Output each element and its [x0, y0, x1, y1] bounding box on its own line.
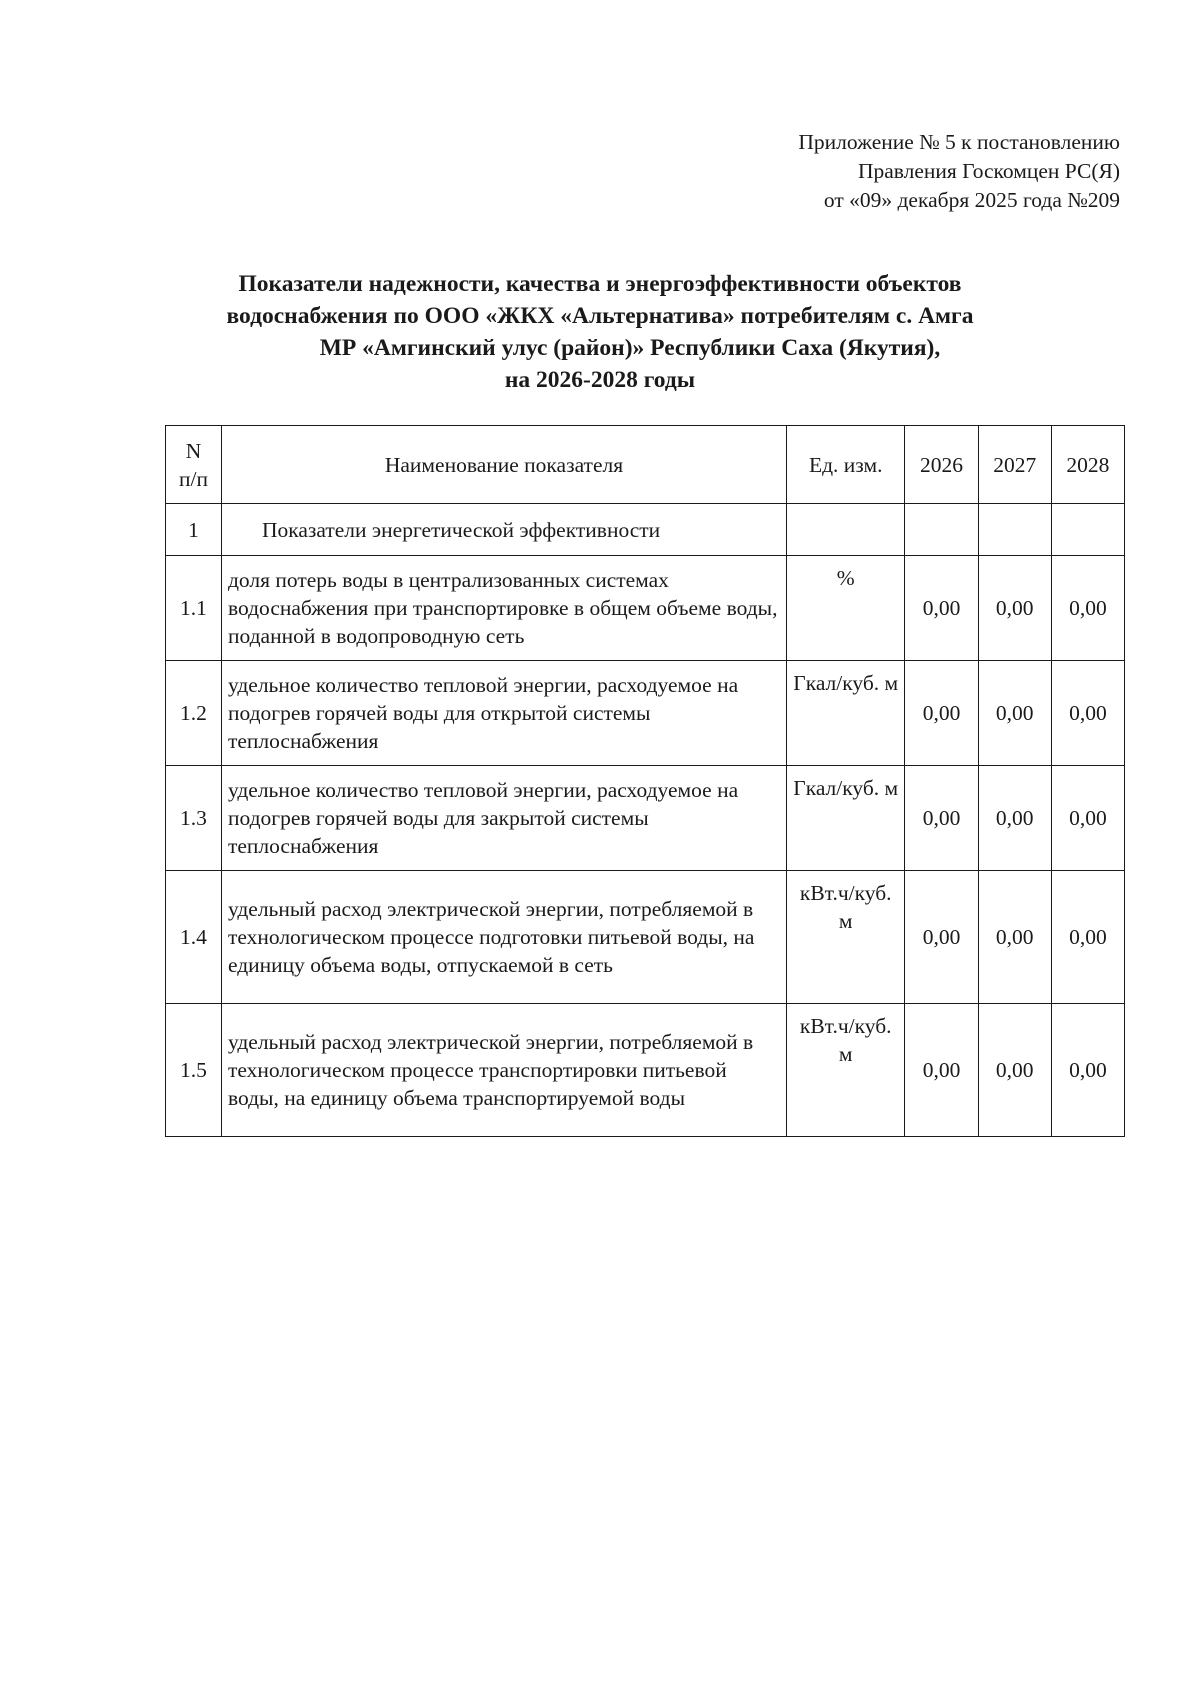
- header-num-line1: N: [185, 438, 202, 463]
- row-value-2026: 0,00: [905, 556, 978, 661]
- section-empty-2027: [978, 504, 1051, 556]
- indicators-table: [165, 425, 1125, 1137]
- row-value-2026: 0,00: [905, 661, 978, 766]
- appendix-line-1: Приложение № 5 к постановлению: [798, 130, 1120, 154]
- row-unit: Гкал/куб. м: [787, 661, 905, 766]
- row-name: удельное количество тепловой энергии, расходуемое на подогрев горячей воды для закрытой системы теплоснабжения: [221, 766, 786, 871]
- header-name: Наименование показателя: [221, 426, 786, 504]
- row-num: 1.5: [166, 1004, 222, 1137]
- header-year-2026: 2026: [905, 426, 978, 504]
- appendix-line-2: Правления Госкомцен РС(Я): [857, 159, 1120, 183]
- document-title: [150, 268, 1050, 396]
- title-line-4: на 2026-2028 годы: [504, 367, 696, 393]
- row-value-2028: 0,00: [1051, 871, 1124, 1004]
- row-name: удельное количество тепловой энергии, расходуемое на подогрев горячей воды для открытой системы теплоснабжения: [221, 661, 786, 766]
- row-unit: %: [787, 556, 905, 661]
- row-name: удельный расход электрической энергии, потребляемой в технологическом процессе подготовки питьевой воды, на единицу объема воды, отпускаемой в сеть: [221, 871, 786, 1004]
- section-empty-unit: [787, 504, 905, 556]
- row-value-2028: 0,00: [1051, 1004, 1124, 1137]
- header-num: [166, 426, 222, 504]
- table-row: [166, 871, 1125, 1004]
- row-value-2028: 0,00: [1051, 766, 1124, 871]
- header-year-2028: 2028: [1051, 426, 1124, 504]
- table-header-row: [166, 426, 1125, 504]
- row-value-2026: 0,00: [905, 766, 978, 871]
- table-row: [166, 1004, 1125, 1137]
- header-year-2027: 2027: [978, 426, 1051, 504]
- row-num: 1.3: [166, 766, 222, 871]
- title-line-3: МР «Амгинский улус (район)» Республики Саха (Якутия),: [319, 335, 941, 361]
- row-name: доля потерь воды в централизованных системах водоснабжения при транспортировке в общем объеме воды, поданной в водопроводную сеть: [221, 556, 786, 661]
- row-unit: Гкал/куб. м: [787, 766, 905, 871]
- table-row: [166, 661, 1125, 766]
- row-value-2027: 0,00: [978, 556, 1051, 661]
- row-value-2028: 0,00: [1051, 661, 1124, 766]
- section-num: 1: [166, 504, 222, 556]
- row-value-2027: 0,00: [978, 661, 1051, 766]
- row-unit: кВт.ч/куб. м: [787, 1004, 905, 1137]
- row-value-2028: 0,00: [1051, 556, 1124, 661]
- appendix-reference: [798, 128, 1120, 215]
- appendix-line-3: от «09» декабря 2025 года №209: [823, 188, 1120, 212]
- row-unit: кВт.ч/куб. м: [787, 871, 905, 1004]
- table-row: [166, 556, 1125, 661]
- row-value-2027: 0,00: [978, 871, 1051, 1004]
- row-value-2026: 0,00: [905, 871, 978, 1004]
- header-num-line2: п/п: [178, 466, 208, 491]
- title-line-2: водоснабжения по ООО «ЖКХ «Альтернатива» потребителям с. Амга: [226, 303, 974, 329]
- header-unit: Ед. изм.: [787, 426, 905, 504]
- row-num: 1.4: [166, 871, 222, 1004]
- title-line-1: Показатели надежности, качества и энергоэффективности объектов: [238, 271, 962, 297]
- row-num: 1.1: [166, 556, 222, 661]
- section-empty-2026: [905, 504, 978, 556]
- row-value-2027: 0,00: [978, 766, 1051, 871]
- section-empty-2028: [1051, 504, 1124, 556]
- row-value-2027: 0,00: [978, 1004, 1051, 1137]
- row-name: удельный расход электрической энергии, потребляемой в технологическом процессе транспортировки питьевой воды, на единицу объема транспортируемой воды: [221, 1004, 786, 1137]
- section-name: Показатели энергетической эффективности: [221, 504, 786, 556]
- table-row: [166, 766, 1125, 871]
- row-value-2026: 0,00: [905, 1004, 978, 1137]
- section-row: [166, 504, 1125, 556]
- row-num: 1.2: [166, 661, 222, 766]
